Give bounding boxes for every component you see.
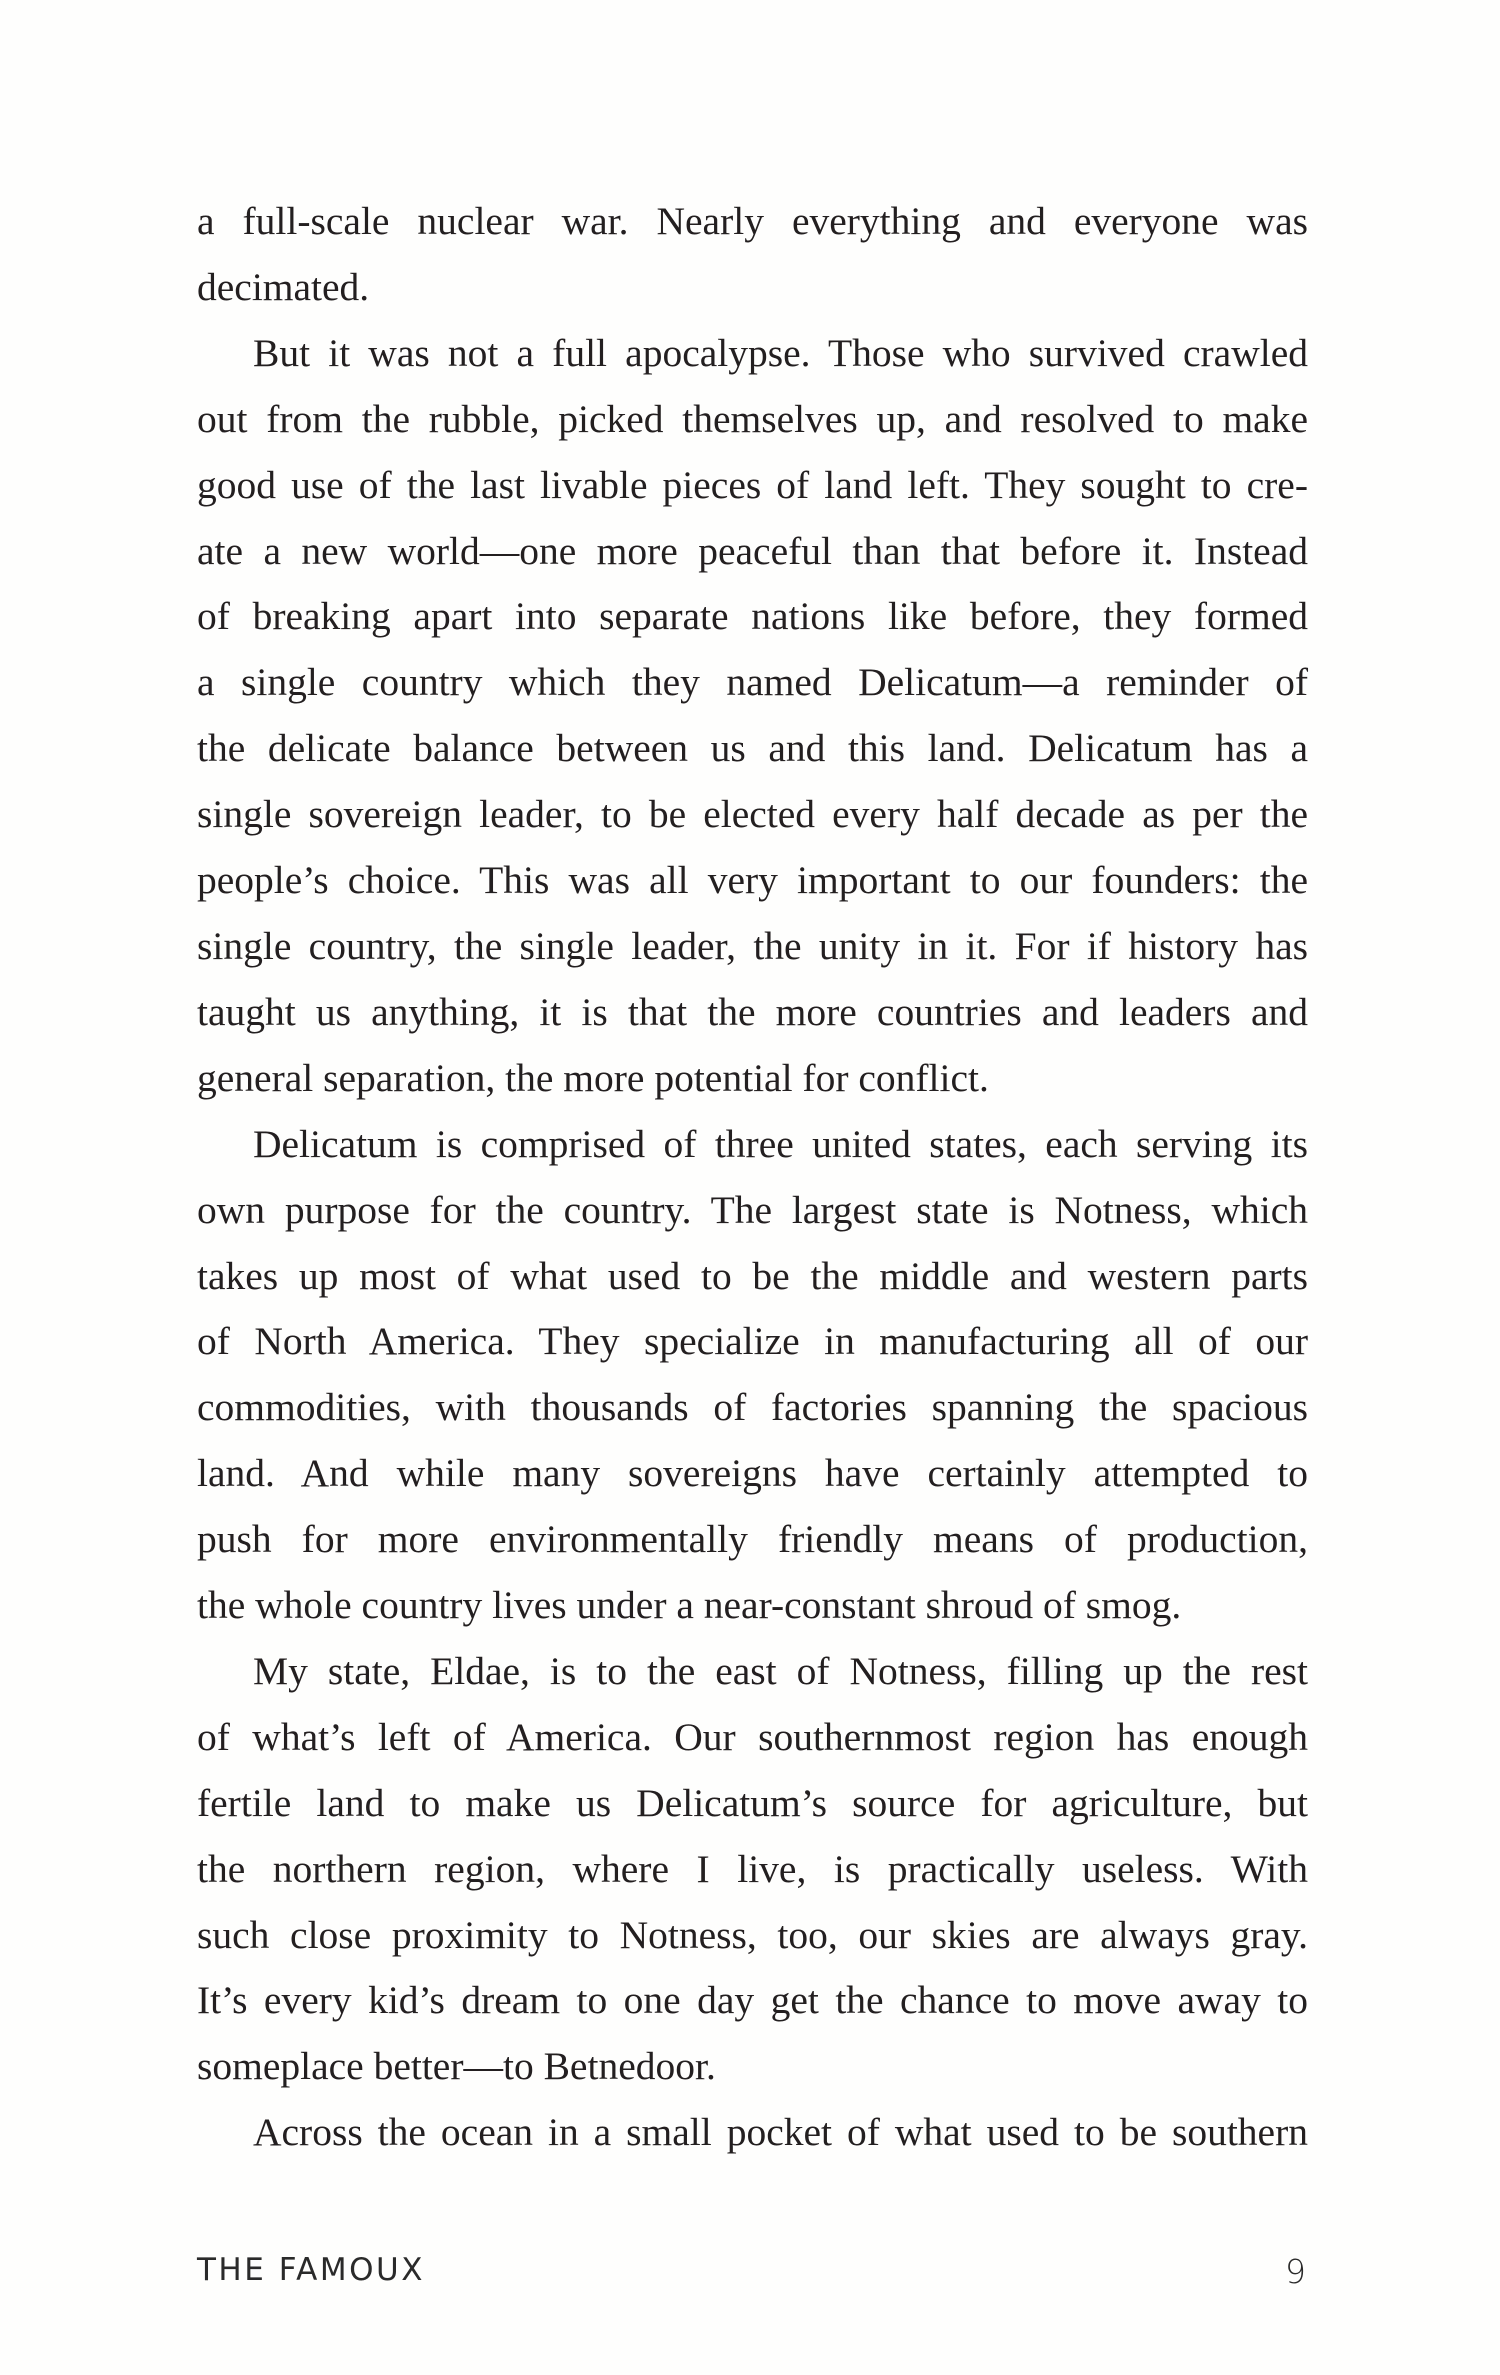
paragraph xyxy=(197,1112,1308,1639)
text-line: decimated. xyxy=(197,264,370,309)
page-footer xyxy=(197,2248,1308,2292)
paragraph xyxy=(197,2100,1308,2166)
text-line: people’s choice. This was all very important to our founders: the xyxy=(197,858,1308,903)
text-line: the delicate balance between us and this land. Delicatum has a xyxy=(197,726,1308,771)
text-line: general separation, the more potential for conflict. xyxy=(197,1055,989,1100)
text-line: the whole country lives under a near-constant shroud of smog. xyxy=(197,1583,1182,1628)
paragraph xyxy=(197,1639,1308,2100)
text-line: a full-scale nuclear war. Nearly everything and everyone was xyxy=(197,199,1308,243)
text-line: My state, Eldae, is to the east of Notness, filling up the rest xyxy=(253,1648,1308,1693)
text-line: of North America. They specialize in manufacturing all of our xyxy=(197,1319,1308,1364)
paragraph xyxy=(197,321,1308,1112)
text-line: Delicatum is comprised of three united states, each serving its xyxy=(253,1121,1308,1166)
text-line: It’s every kid’s dream to one day get the chance to move away to xyxy=(197,1978,1308,2023)
text-line: taught us anything, it is that the more countries and leaders and xyxy=(197,989,1308,1034)
text-line: a single country which they named Delicatum—a reminder of xyxy=(197,660,1308,705)
text-line: ate a new world—one more peaceful than that before it. Instead xyxy=(197,528,1308,573)
text-line: good use of the last livable pieces of land left. They sought to cre- xyxy=(197,462,1308,507)
paragraph xyxy=(197,189,1308,321)
text-line: the northern region, where I live, is practically useless. With xyxy=(197,1846,1308,1891)
text-line: out from the rubble, picked themselves up, and resolved to make xyxy=(197,396,1308,441)
body-text xyxy=(197,189,1308,2166)
text-line: land. And while many sovereigns have certainly attempted to xyxy=(197,1451,1308,1496)
text-line: such close proximity to Notness, too, our skies are always gray. xyxy=(197,1912,1308,1957)
text-line: single sovereign leader, to be elected every half decade as per the xyxy=(197,792,1308,837)
text-line: own purpose for the country. The largest state is Notness, which xyxy=(197,1187,1308,1232)
text-line: someplace better—to Betnedoor. xyxy=(197,2044,716,2089)
text-line: of what’s left of America. Our southernmost region has enough xyxy=(197,1714,1308,1759)
text-line: commodities, with thousands of factories spanning the spacious xyxy=(197,1385,1308,1430)
page-number: 9 xyxy=(1285,2252,1306,2291)
text-line: Across the ocean in a small pocket of what used to be southern xyxy=(253,2110,1308,2155)
text-line: of breaking apart into separate nations like before, they formed xyxy=(197,594,1308,639)
text-line: takes up most of what used to be the middle and western parts xyxy=(197,1253,1308,1298)
text-line: single country, the single leader, the unity in it. For if history has xyxy=(197,923,1308,968)
running-title: THE FAMOUX xyxy=(197,2252,425,2288)
text-line: push for more environmentally friendly means of production, xyxy=(197,1517,1308,1562)
text-line: fertile land to make us Delicatum’s source for agriculture, but xyxy=(197,1780,1308,1825)
text-line: But it was not a full apocalypse. Those who survived crawled xyxy=(253,330,1308,375)
